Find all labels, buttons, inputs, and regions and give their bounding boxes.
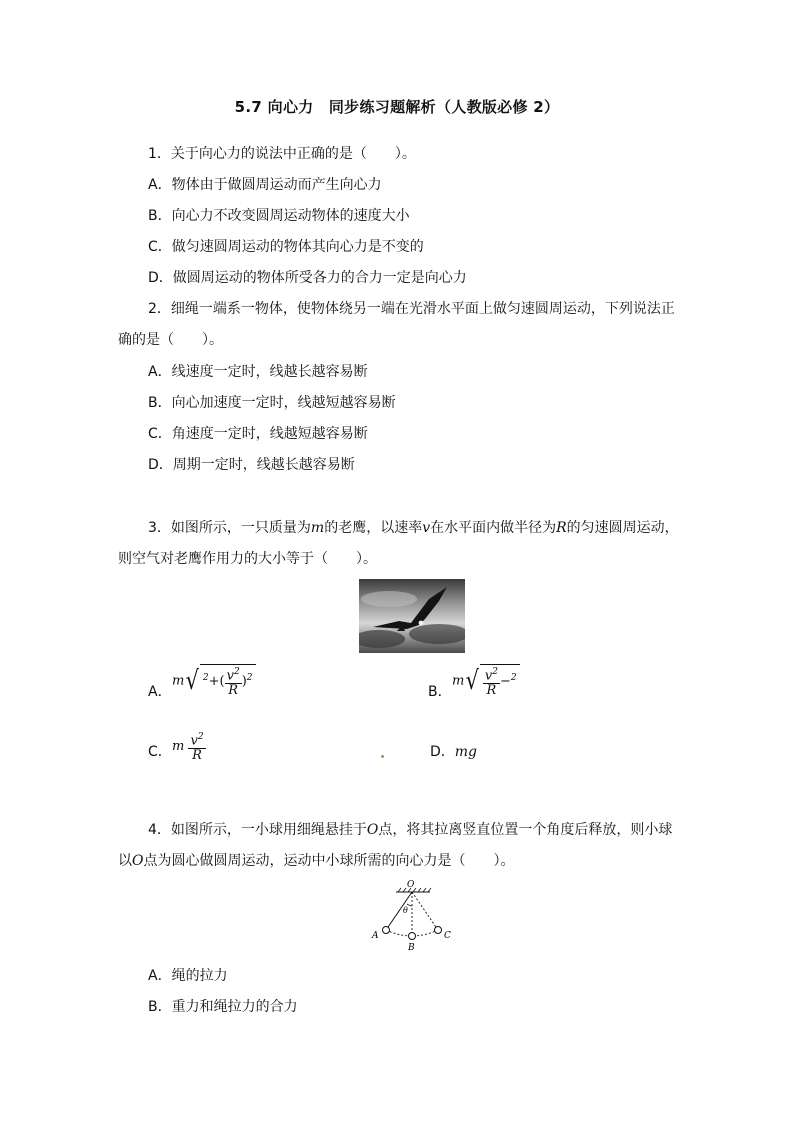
formula-a-sq1: 2 [202, 672, 209, 683]
formula-a-sq2: 2 [233, 667, 240, 677]
q3-option-c-formula [172, 730, 206, 763]
q3-option-a-formula [172, 664, 256, 698]
page-title: 5.7 向心力 同步练习题解析（人教版必修 2） [234, 98, 560, 116]
stray-mark [381, 755, 384, 758]
formula-b-sq1: 2 [492, 667, 498, 677]
formula-a-m: m [172, 673, 185, 689]
q3-option-d [430, 742, 477, 762]
q4-stem-line1 [148, 820, 672, 840]
q4-option-b: B．重力和绳拉力的合力 [148, 999, 298, 1015]
formula-c-r: R [192, 748, 202, 764]
q3-symbol-m: m [310, 520, 325, 536]
q1-option-c: C．做匀速圆周运动的物体其向心力是不变的 [148, 239, 424, 255]
string-a [386, 892, 412, 930]
label-o: O [407, 880, 415, 890]
label-c: C [444, 931, 451, 941]
q4-stem-line2 [118, 851, 514, 871]
label-b: B [408, 943, 415, 952]
formula-c-m: m [172, 739, 185, 755]
q2-stem-line1: 2．细绳一端系一物体，使物体绕另一端在光滑水平面上做匀速圆周运动，下列说法正 [148, 301, 675, 317]
q3-stem-part4: 的匀速圆周运动， [566, 520, 679, 536]
formula-b-v: v [484, 668, 493, 684]
q4-stem-part2: 点，将其拉离竖直位置一个角度后释放，则小球 [378, 822, 673, 838]
formula-a-v: v [226, 668, 234, 684]
q2-option-a: A．线速度一定时，线越长越容易断 [148, 364, 368, 380]
q3-option-d-label: D． [430, 744, 455, 760]
q1-option-a: A．物体由于做圆周运动而产生向心力 [148, 177, 382, 193]
q4-stem-line2-part1: 以 [118, 853, 132, 869]
q4-stem-line2-part2: 点为圆心做圆周运动，运动中小球所需的向心力是（ ）。 [143, 853, 515, 869]
formula-b-m: m [452, 673, 465, 689]
q3-option-d-value: mg [454, 744, 478, 760]
q3-symbol-r: R [556, 520, 567, 536]
formula-c-sq: 2 [197, 732, 204, 742]
q3-stem-line1 [148, 518, 679, 538]
pendulum-diagram [362, 880, 462, 952]
ball-a [383, 927, 390, 934]
sqrt-icon: √ [185, 666, 200, 697]
q3-option-b-formula [452, 664, 520, 698]
formula-a-r: R [228, 683, 239, 699]
formula-a-sq3: 2 [246, 672, 253, 683]
sqrt-icon: √ [465, 666, 480, 697]
q2-option-d: D．周期一定时，线越长越容易断 [148, 457, 355, 473]
q2-option-c: C．角速度一定时，线越短越容易断 [148, 426, 368, 442]
q2-stem-line2: 确的是（ ）。 [118, 332, 223, 348]
formula-b-sq2: 2 [510, 672, 517, 683]
label-a: A [372, 931, 379, 941]
formula-a-plus: +( [208, 674, 225, 690]
q3-symbol-v: v [422, 520, 431, 536]
q4-stem-part1: 4．如图所示，一小球用细绳悬挂于 [148, 822, 367, 838]
q2-option-b: B．向心加速度一定时，线越短越容易断 [148, 395, 396, 411]
label-theta: θ [403, 906, 408, 915]
q3-stem-part1: 3．如图所示，一只质量为 [148, 520, 311, 536]
ball-b [409, 933, 416, 940]
q4-symbol-o: O [366, 822, 379, 838]
formula-c-v: v [190, 733, 198, 749]
q1-option-d: D．做圆周运动的物体所受各力的合力一定是向心力 [148, 270, 467, 286]
q3-stem-part2: 的老鹰，以速率 [324, 520, 423, 536]
formula-b-r: R [486, 683, 497, 699]
q4-option-a: A．绳的拉力 [148, 968, 228, 984]
q1-stem: 1．关于向心力的说法中正确的是（ ）。 [148, 146, 416, 162]
formula-a-close: ) [241, 674, 247, 690]
q1-option-b: B．向心力不改变圆周运动物体的速度大小 [148, 208, 410, 224]
string-c [412, 892, 438, 930]
q3-stem-part3: 在水平面内做半径为 [430, 520, 557, 536]
ceiling-hatch [398, 888, 431, 892]
q3-option-b-label: B． [428, 684, 452, 700]
q4-symbol-o-2: O [132, 853, 144, 869]
formula-b-minus: − [500, 674, 511, 690]
q3-stem-line2: 则空气对老鹰作用力的大小等于（ ）。 [118, 551, 377, 567]
ball-c [435, 927, 442, 934]
q3-option-c-label: C． [148, 744, 172, 760]
eagle-photo [359, 579, 465, 653]
q3-option-a-label: A． [148, 684, 172, 700]
